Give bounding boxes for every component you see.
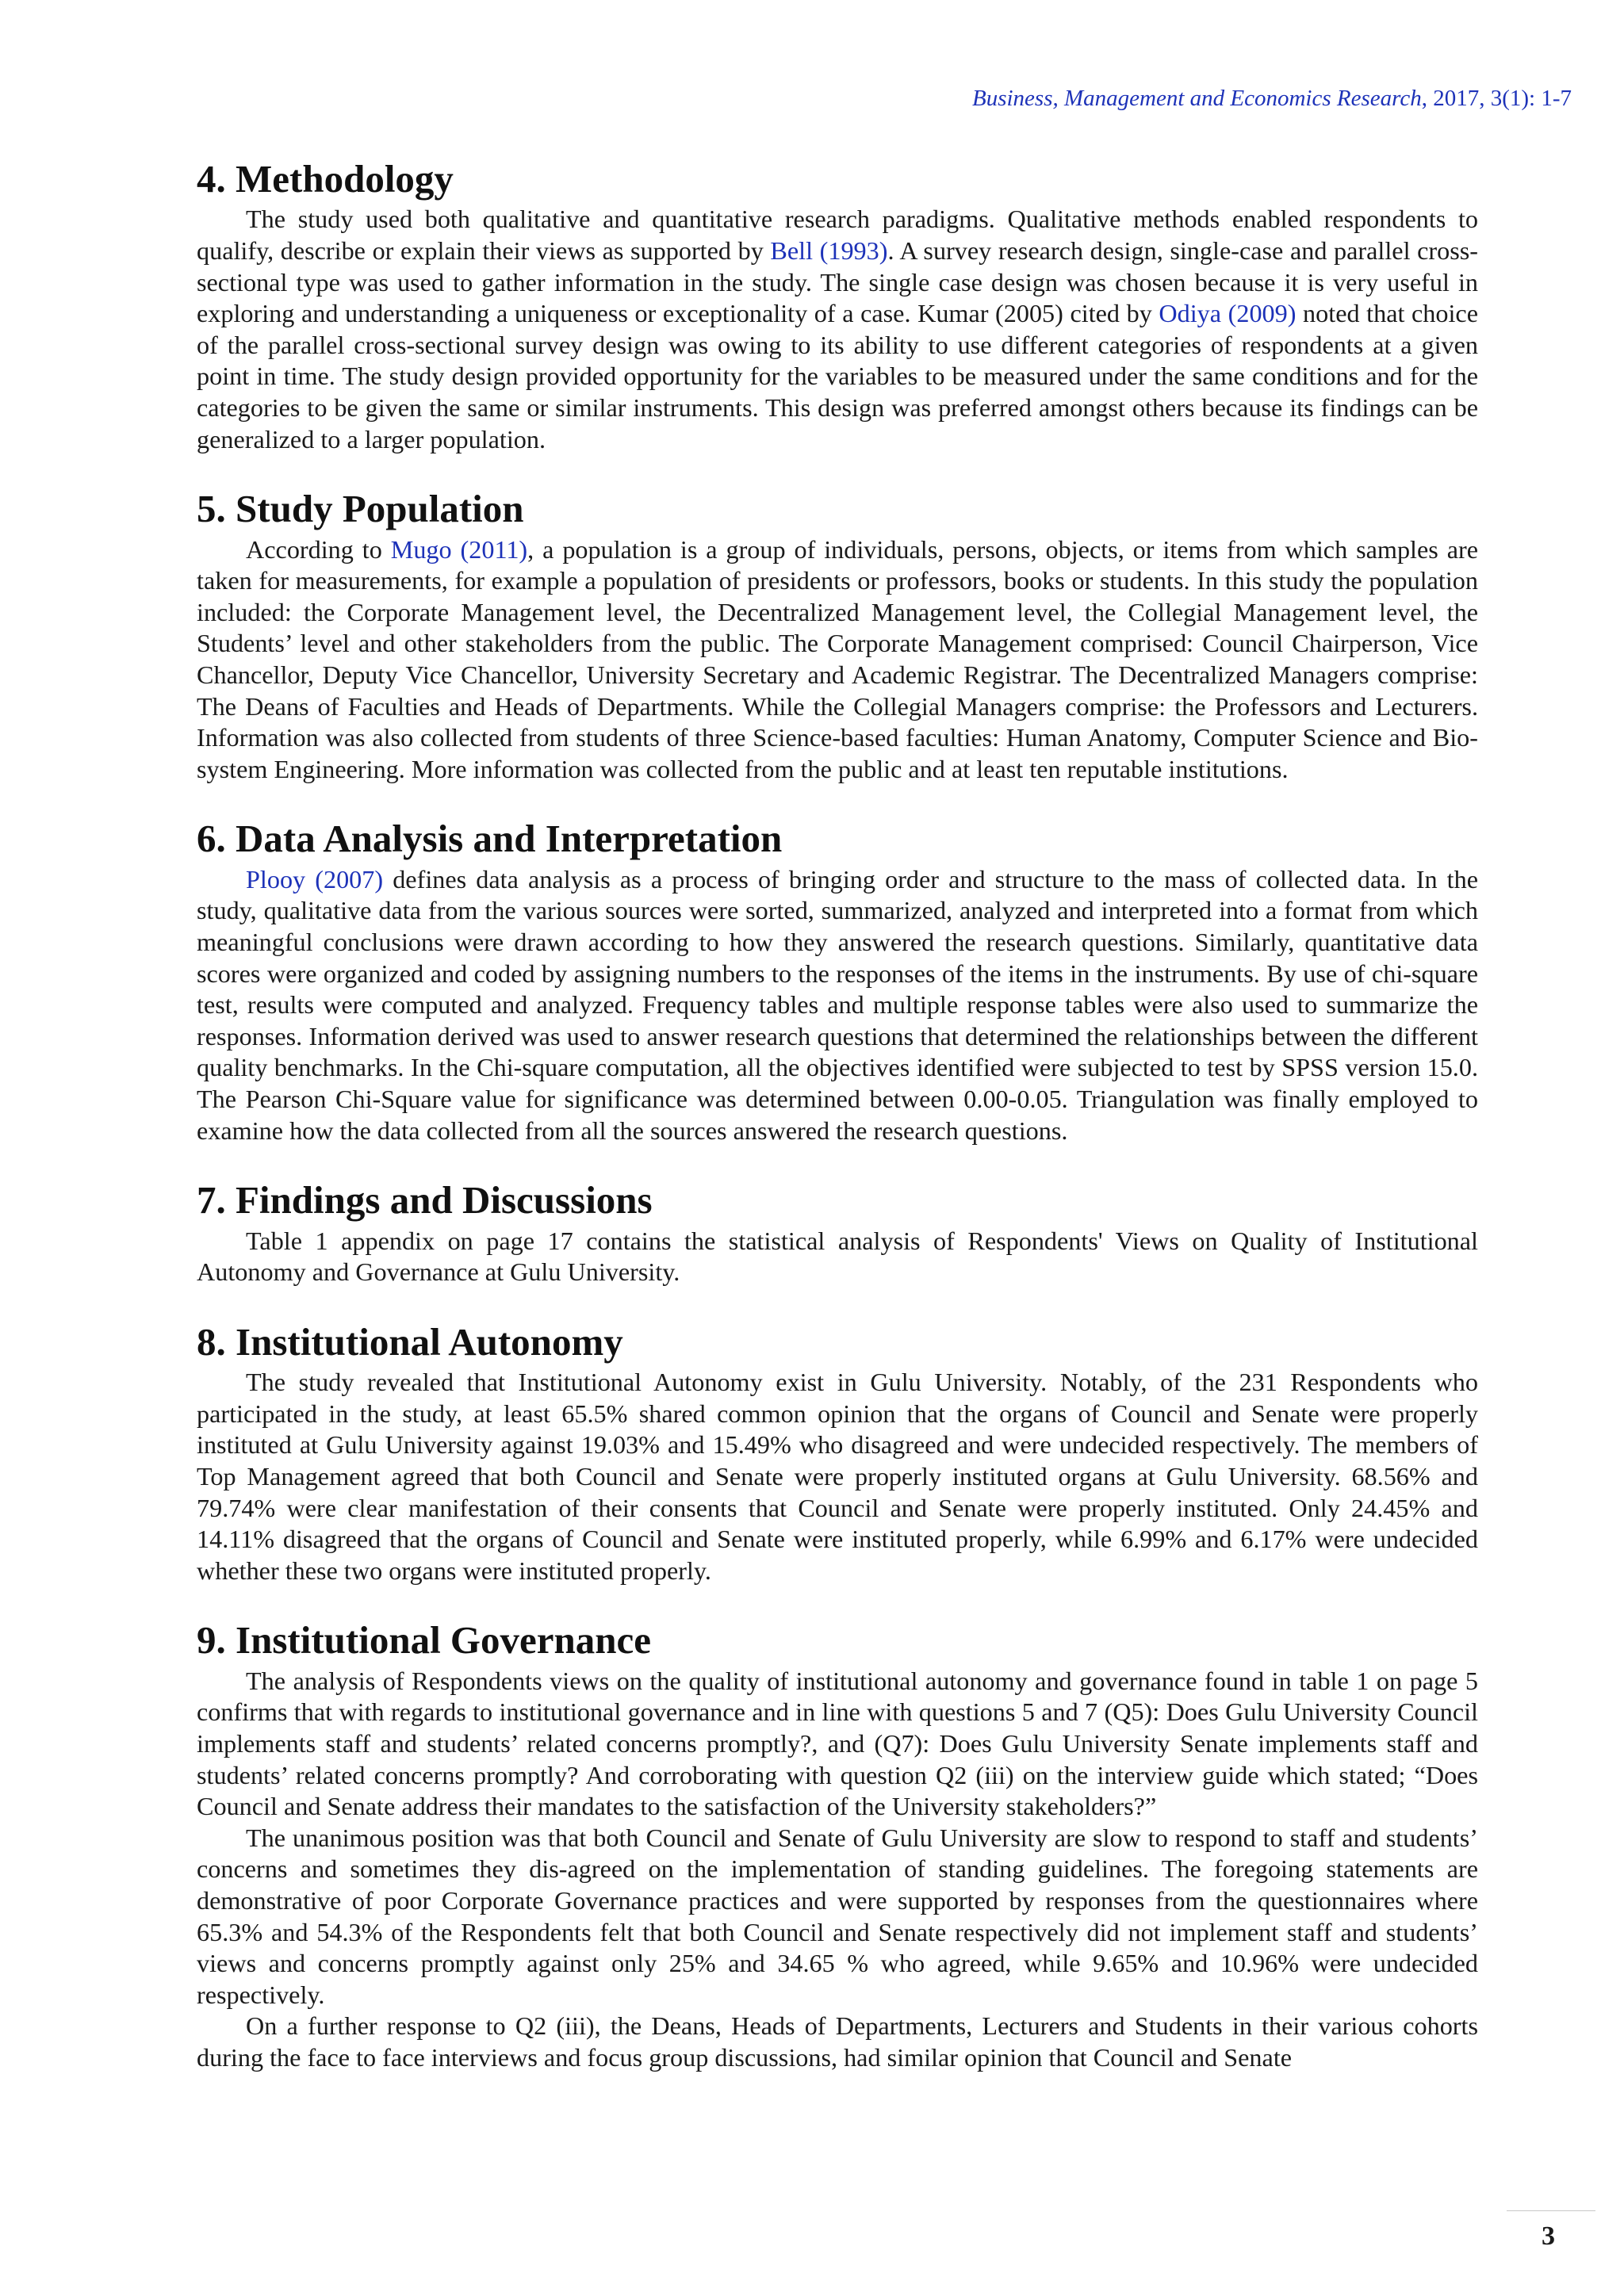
- section-heading: 9. Institutional Governance: [197, 1618, 652, 1663]
- journal-citation: , 2017, 3(1): 1-7: [1421, 86, 1572, 111]
- paragraph: [197, 534, 1478, 786]
- paragraph: Table 1 appendix on page 17 contains the statistical analysis of Respondents' Views on Quality of Institutional Autonomy and Governance at Gulu University.: [197, 1226, 1478, 1287]
- paragraph: [197, 204, 1478, 455]
- text-run: . A survey research design, single-case and parallel cross-sectional type was used to gather information in the study. The single case design was chosen because it is very useful in exploring and understanding a uniqueness or exceptionality of a case. Kumar (2005) cited by: [197, 236, 1478, 328]
- section-findings: [197, 1180, 1478, 1288]
- section-heading: 4. Methodology: [197, 157, 454, 201]
- section-study-population: [197, 488, 1478, 785]
- citation-link[interactable]: Plooy (2007): [246, 864, 384, 894]
- text-run: According to: [246, 534, 391, 564]
- article-body: [197, 159, 1478, 2107]
- text-run: defines data analysis as a process of bringing order and structure to the mass of collected data. In the study, qualitative data from the various sources were sorted, summarized, analyzed and interpreted into a format from which meaningful conclusions were drawn according to how they answered the research questions. Similarly, quantitative data scores were organized and coded by assigning numbers to the responses of the items in the instruments. By use of chi-square test, results were computed and analyzed. Frequency tables and multiple response tables were also used to summarize the responses. Information derived was used to answer research questions that determined the relationships between the different quality benchmarks. In the Chi-square computation, all the objectives identified were subjected to test by SPSS version 15.0. The Pearson Chi-Square value for significance was determined between 0.00-0.05. Triangulation was finally employed to examine how the data collected from all the sources answered the research questions.: [197, 864, 1478, 1145]
- footer-divider: [1507, 2210, 1595, 2211]
- text-run: The study used both qualitative and quantitative research paradigms. Qualitative methods enabled respondents to qualify, describe or explain their views as supported by: [197, 205, 1478, 266]
- text-run: noted that choice of the parallel cross-sectional survey design was owing to its ability to use different categories of respondents at a given point in time. The study design provided opportunity for the variables to be measured under the same conditions and for the categories to be given the same or similar instruments. This design was preferred amongst others because its findings can be generalized to a larger population.: [197, 299, 1479, 453]
- section-methodology: [197, 159, 1478, 455]
- citation-link[interactable]: Bell (1993): [770, 236, 888, 266]
- running-header: [972, 86, 1572, 112]
- section-heading: 6. Data Analysis and Interpretation: [197, 817, 783, 861]
- citation-link[interactable]: Mugo (2011): [390, 534, 528, 564]
- page-number: 3: [1542, 2221, 1555, 2251]
- citation-link[interactable]: Odiya (2009): [1159, 299, 1297, 328]
- paragraph: The analysis of Respondents views on the quality of institutional autonomy and governance found in table 1 on page 5 confirms that with regards to institutional governance and in line with questions 5 and 7 (Q5): Does Gulu University Council implements staff and students’ related concerns promptly?, and (Q7): Does Gulu University Senate implements staff and students’ related concerns promptly? And corroborating with question Q2 (iii) on the interview guide which stated; “Does Council and Senate address their mandates to the satisfaction of the University stakeholders?”: [197, 1666, 1478, 1821]
- section-data-analysis: [197, 818, 1478, 1146]
- section-heading: 7. Findings and Discussions: [197, 1178, 653, 1223]
- section-institutional-governance: [197, 1620, 1478, 2073]
- section-heading: 8. Institutional Autonomy: [197, 1319, 623, 1364]
- paragraph: On a further response to Q2 (iii), the Deans, Heads of Departments, Lecturers and Students in their various cohorts during the face to face interviews and focus group discussions, had similar opinion that Council and Senate: [197, 2011, 1478, 2072]
- paragraph: [197, 864, 1478, 1146]
- paragraph: The study revealed that Institutional Autonomy exist in Gulu University. Notably, of the 231 Respondents who participated in the study, at least 65.5% shared common opinion that the organs of Council and Senate were properly instituted at Gulu University against 19.03% and 15.49% who disagreed and were undecided respectively. The members of Top Management agreed that both Council and Senate were properly instituted organs at Gulu University. 68.56% and 79.74% were clear manifestation of their consents that Council and Senate were properly instituted. Only 24.45% and 14.11% disagreed that the organs of Council and Senate were instituted properly, while 6.99% and 6.17% were undecided whether these two organs were instituted properly.: [197, 1368, 1478, 1585]
- text-run: , a population is a group of individuals, persons, objects, or items from which samples are taken for measurements, for example a population of presidents or professors, books or students. In this study the population included: the Corporate Management level, the Decentralized Management level, the Collegial Management level, the Students’ level and other stakeholders from the public. The Corporate Management comprised: Council Chairperson, Vice Chancellor, Deputy Vice Chancellor, University Secretary and Academic Registrar. The Decentralized Managers comprise: The Deans of Faculties and Heads of Departments. While the Collegial Managers comprise: the Professors and Lecturers. Information was also collected from students of three Science-based faculties: Human Anatomy, Computer Science and Bio-system Engineering. More information was collected from the public and at least ten reputable institutions.: [197, 534, 1478, 783]
- section-institutional-autonomy: [197, 1319, 1478, 1587]
- journal-name: Business, Management and Economics Research: [972, 86, 1422, 111]
- section-heading: 5. Study Population: [197, 487, 524, 531]
- paragraph: The unanimous position was that both Council and Senate of Gulu University are slow to respond to staff and students’ concerns and sometimes they dis-agreed on the implementation of standing guidelines. The foregoing statements are demonstrative of poor Corporate Governance practices and were supported by responses from the questionnaires where 65.3% and 54.3% of the Respondents felt that both Council and Senate respectively did not implement staff and students’ views and concerns promptly against only 25% and 34.65 % who agreed, while 9.65% and 10.96% were undecided respectively.: [197, 1823, 1478, 2009]
